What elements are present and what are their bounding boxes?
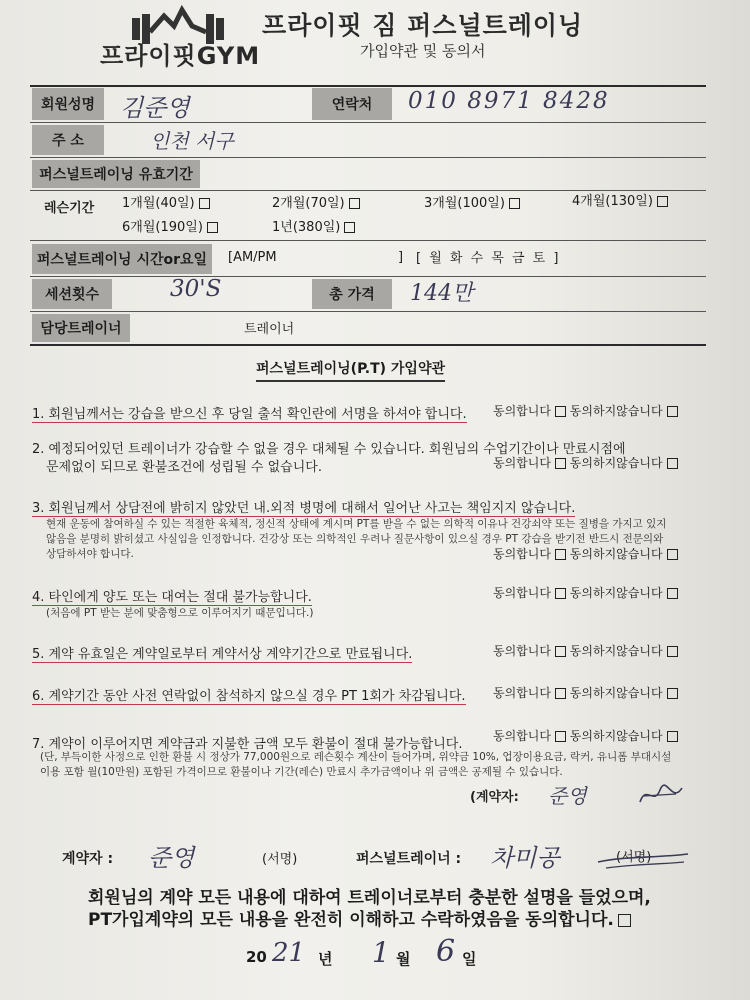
- signature-seal-2: (서명): [616, 850, 652, 865]
- disagree-checkbox[interactable]: [667, 731, 678, 742]
- page-subtitle: 가입약관 및 동의서: [360, 42, 486, 60]
- date-year-value[interactable]: 21: [272, 938, 306, 968]
- agree-checkbox[interactable]: [555, 458, 566, 469]
- date-month-value[interactable]: 1: [372, 936, 390, 969]
- disagree-checkbox[interactable]: [667, 646, 678, 657]
- term-2-consent[interactable]: 동의합니다 동의하지않습니다: [493, 454, 678, 471]
- signature-trainer-label: 퍼스널트레이너 :: [356, 851, 462, 867]
- contractor-inline-value[interactable]: 준영: [548, 784, 587, 808]
- days-value[interactable]: [ 월 화 수 목 금 토 ]: [416, 251, 561, 266]
- date-prefix: 20: [246, 948, 267, 966]
- disagree-checkbox[interactable]: [667, 688, 678, 699]
- address-value[interactable]: 인천 서구: [150, 129, 234, 153]
- checkbox[interactable]: [349, 198, 360, 209]
- date-day-label: 일: [462, 950, 477, 968]
- term-item-7-note: (단, 부득이한 사정으로 인한 환불 시 정상가 77,000원으로 레슨횟수 계산이 들어가며, 위약금 10%, 업장이용요금, 락커, 유니폼 부대시설이용 포함 월(10만원) 포함된 가격이므로 환불이나 기간(레슨) 만료시 추가금액이나 위 금액은 공제될 수 있습니다.: [40, 751, 672, 778]
- contractor-inline-label: (계약자:: [470, 790, 519, 805]
- signature-seal-1: (서명): [262, 852, 298, 867]
- consent-line-1: 회원님의 계약 모든 내용에 대하여 트레이너로부터 충분한 설명을 들었으며,: [88, 888, 651, 908]
- table-top-border: [30, 85, 706, 87]
- time-value[interactable]: [AM/PM: [228, 250, 277, 265]
- checkbox[interactable]: [344, 222, 355, 233]
- checkbox[interactable]: [657, 196, 668, 207]
- time-close-bracket: ]: [398, 250, 404, 265]
- disagree-checkbox[interactable]: [667, 458, 678, 469]
- signature-contractor-value[interactable]: 준영: [148, 844, 195, 872]
- sessions-value[interactable]: 30'S: [170, 276, 222, 302]
- term-6-consent[interactable]: 동의합니다 동의하지않습니다: [493, 684, 678, 701]
- term-item-1: 1. 회원님께서는 강습을 받으신 후 당일 출석 확인란에 서명을 하셔야 합니다.: [32, 407, 467, 422]
- date-month-label: 월: [396, 950, 411, 968]
- term-5-consent[interactable]: 동의합니다 동의하지않습니다: [493, 642, 678, 659]
- trainer-value[interactable]: 트레이너: [244, 322, 295, 337]
- term-item-4: 4. 타인에게 양도 또는 대여는 절대 불가능합니다.: [32, 590, 312, 605]
- page-title: 프라이핏 짐 퍼스널트레이닝: [262, 11, 584, 40]
- checkbox[interactable]: [199, 198, 210, 209]
- agree-checkbox[interactable]: [555, 731, 566, 742]
- trainer-label: 담당트레이너: [32, 314, 130, 342]
- date-year-label: 년: [318, 950, 333, 968]
- term-3-consent[interactable]: 동의합니다 동의하지않습니다: [493, 545, 678, 562]
- name-value[interactable]: 김준영: [120, 94, 190, 122]
- logo-text: 프라이핏GYM: [100, 42, 261, 70]
- disagree-checkbox[interactable]: [667, 588, 678, 599]
- consent-checkbox[interactable]: [618, 914, 631, 927]
- term-item-5: 5. 계약 유효일은 계약일로부터 계약서상 계약기간으로 만료됩니다.: [32, 647, 413, 662]
- signature-strike-icon: [596, 840, 692, 876]
- terms-heading: 퍼스널트레이닝(P.T) 가입약관: [256, 358, 445, 382]
- consent-line-2: PT가입계약의 모든 내용을 완전히 이해하고 수락하였음을 동의합니다.: [88, 905, 631, 930]
- term-item-6: 6. 계약기간 동안 사전 연락없이 참석하지 않으실 경우 PT 1회가 차감됩니다.: [32, 689, 466, 704]
- address-label: 주 소: [32, 125, 104, 155]
- lesson-option-2[interactable]: 2개월(70일): [272, 192, 360, 211]
- signature-trainer-value[interactable]: 차미공: [490, 844, 560, 872]
- contact-label: 연락처: [312, 88, 392, 120]
- term-item-4-note: (처음에 PT 받는 분에 맞춤형으로 이루어지기 때문입니다.): [46, 607, 314, 619]
- date-day-value[interactable]: 6: [436, 934, 456, 969]
- term-4-consent[interactable]: 동의합니다 동의하지않습니다: [493, 584, 678, 601]
- agree-checkbox[interactable]: [555, 406, 566, 417]
- term-item-2: 2. 예정되어있던 트레이너가 강습할 수 없을 경우 대체될 수 있습니다. 회원님의 수업기간이나 만료시점에: [32, 442, 626, 457]
- checkbox[interactable]: [207, 222, 218, 233]
- lesson-option-year[interactable]: 1년(380일): [272, 216, 355, 235]
- time-label: 퍼스널트레이닝 시간or요일: [32, 244, 212, 274]
- lesson-option-1[interactable]: 1개월(40일): [122, 192, 210, 211]
- agree-checkbox[interactable]: [555, 688, 566, 699]
- disagree-checkbox[interactable]: [667, 406, 678, 417]
- price-label: 총 가격: [312, 279, 392, 309]
- lesson-option-3[interactable]: 3개월(100일): [424, 192, 520, 211]
- term-item-3: 3. 회원님께서 상담전에 밝히지 않았던 내.외적 병명에 대해서 일어난 사고는 책임지지 않습니다.: [32, 501, 576, 516]
- term-item-2-cont: 문제없이 되므로 환불조건에 성립될 수 없습니다.: [46, 460, 322, 475]
- signature-scribble-icon: [636, 780, 686, 810]
- name-label: 회원성명: [32, 88, 104, 120]
- lesson-label: 레슨기간: [44, 201, 95, 216]
- term-item-7: 7. 계약이 이루어지면 계약금과 지불한 금액 모두 환불이 절대 불가능합니다.: [32, 737, 463, 752]
- price-value[interactable]: 144만: [410, 281, 474, 306]
- agree-checkbox[interactable]: [555, 549, 566, 560]
- disagree-checkbox[interactable]: [667, 549, 678, 560]
- term-1-consent[interactable]: 동의합니다 동의하지않습니다: [493, 402, 678, 419]
- validity-label: 퍼스널트레이닝 유효기간: [32, 160, 200, 188]
- lesson-option-4[interactable]: 4개월(130일): [572, 190, 668, 209]
- checkbox[interactable]: [509, 198, 520, 209]
- term-7-consent[interactable]: 동의합니다 동의하지않습니다: [493, 727, 678, 744]
- sessions-label: 세션횟수: [32, 279, 112, 309]
- agree-checkbox[interactable]: [555, 588, 566, 599]
- term-item-3-note: 현재 운동에 참여하실 수 있는 적절한 육체적, 정신적 상태에 계시며 PT를 받을 수 없는 의학적 이유나 건강쇠약 또는 질병을 가지고 있지 않음을 분명히 밝히셨고 사실임을 인정합니다. 건강상 또는 의학적인 우려나 질문사항이 있으실 경우 PT 강습을 받기전 반드시 전문의와 상담하셔야 합니다.: [46, 518, 667, 560]
- agree-checkbox[interactable]: [555, 646, 566, 657]
- contact-value[interactable]: 010 8971 8428: [408, 88, 610, 114]
- signature-contractor-label: 계약자 :: [62, 851, 114, 867]
- lesson-option-6[interactable]: 6개월(190일): [122, 216, 218, 235]
